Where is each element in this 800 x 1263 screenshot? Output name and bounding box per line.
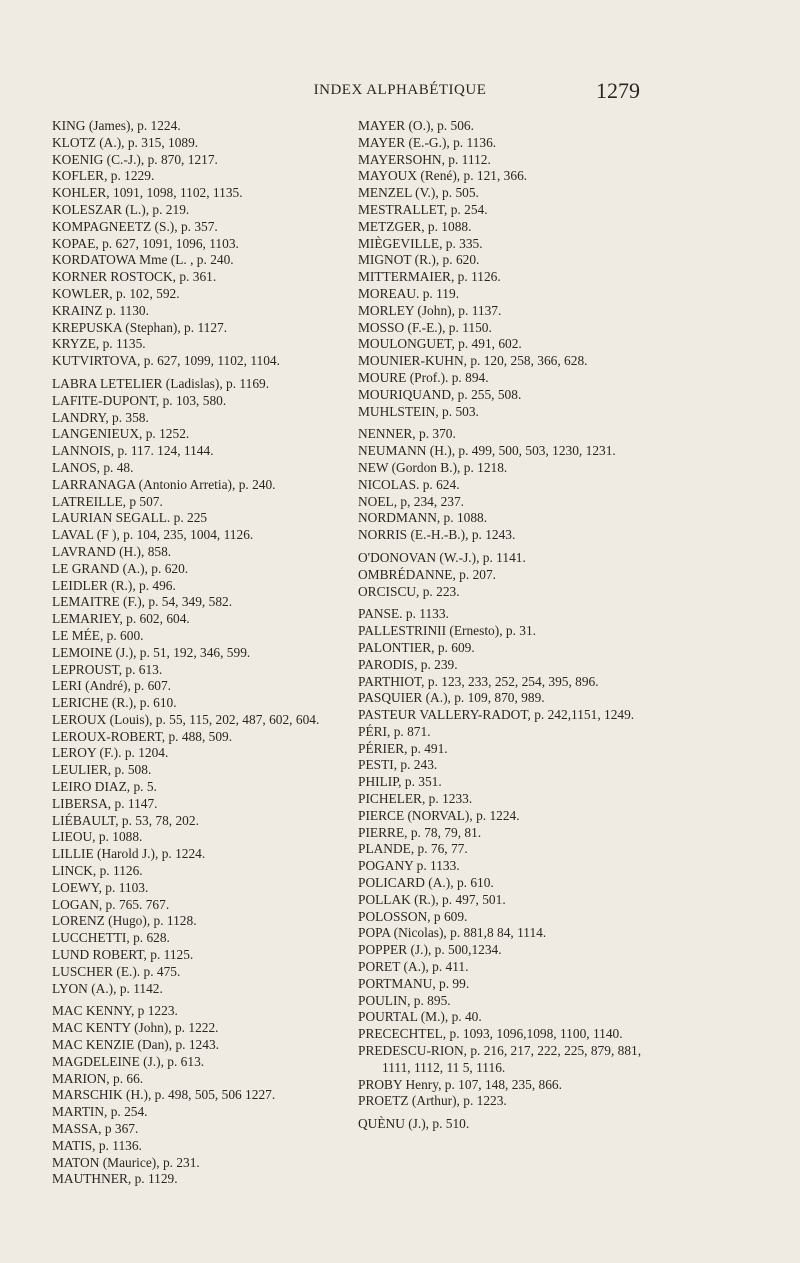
index-entry: MATIS, p. 1136. [52,1137,142,1153]
index-entry: LAVRAND (H.), 858. [52,543,172,559]
index-entry: LUCCHETTI, p. 628. [52,930,170,946]
index-entry: KING (James), p. 1224. [52,118,181,133]
index-entry: NORRIS (E.-H.-B.), p. 1243. [358,527,516,543]
page-number: 1279 [596,78,640,103]
index-entry: MORLEY (John), p. 1137. [358,302,502,318]
index-entry: MAGDELEINE (J.), p. 613. [52,1053,205,1069]
index-entry: PORET (A.), p. 411. [358,959,469,975]
index-entry: ORCISCU, p. 223. [358,583,460,599]
index-entry: PICHELER, p. 1233. [358,791,473,807]
index-entry: NICOLAS. p. 624. [358,476,460,492]
index-entry: KOPAE, p. 627, 1091, 1096, 1103. [52,235,239,251]
index-entry: PASQUIER (A.), p. 109, 870, 989. [358,690,545,706]
index-entry: LORENZ (Hugo), p. 1128. [52,913,197,929]
index-entry: PROETZ (Arthur), p. 1223. [358,1093,507,1109]
index-entry: KOHLER, 1091, 1098, 1102, 1135. [52,185,243,201]
index-column-left [52,118,337,1188]
index-entry: MENZEL (V.), p. 505. [358,185,479,201]
index-entry: MOUNIER-KUHN, p. 120, 258, 366, 628. [358,353,588,369]
index-entry: PIERRE, p. 78, 79, 81. [358,824,482,840]
index-entry: QUÈNU (J.), p. 510. [358,1116,470,1132]
index-entry: MATON (Maurice), p. 231. [52,1154,200,1170]
index-entry: PHILIP, p. 351. [358,774,442,790]
index-entry: PREDESCU-RION, p. 216, 217, 222, 225, 879, 881, 1111, 1112, 11 5, 1116. [358,1043,642,1075]
index-entry: LABRA LETELIER (Ladislas), p. 1169. [52,375,270,391]
index-entry: PANSE. p. 1133. [358,606,449,622]
index-entry: LERI (André), p. 607. [52,678,171,694]
index-entry: LANNOIS, p. 117. 124, 1144. [52,443,214,459]
index-entry: KREPUSKA (Stephan), p. 1127. [52,319,228,335]
index-entry: PALONTIER, p. 609. [358,639,475,655]
index-entry: POPA (Nicolas), p. 881,8 84, 1114. [358,925,547,941]
index-entry: LEMAITRE (F.), p. 54, 349, 582. [52,594,233,610]
index-entry: LEMOINE (J.), p. 51, 192, 346, 599. [52,644,251,660]
index-entry: MAYER (O.), p. 506. [358,118,474,133]
index-entry: O'DONOVAN (W.-J.), p. 1141. [358,549,526,565]
index-entry: LYON (A.), p. 1142. [52,980,163,996]
index-entry: LOGAN, p. 765. 767. [52,896,170,912]
index-entry: MIGNOT (R.), p. 620. [358,252,480,268]
index-entry: KUTVIRTOVA, p. 627, 1099, 1102, 1104. [52,353,280,369]
index-entry: PÉRI, p. 871. [358,723,431,739]
index-entry: MITTERMAIER, p. 1126. [358,269,501,285]
index-entry: PLANDE, p. 76, 77. [358,841,468,857]
index-entry: LARRANAGA (Antonio Arretia), p. 240. [52,476,276,492]
index-entry: NEUMANN (H.), p. 499, 500, 503, 1230, 1231. [358,443,616,459]
index-entry: PORTMANU, p. 99. [358,975,470,991]
index-entry: LANDRY, p. 358. [52,409,149,425]
index-entry: MOURE (Prof.). p. 894. [358,369,489,385]
index-entry: POLOSSON, p 609. [358,908,468,924]
index-entry: PASTEUR VALLERY-RADOT, p. 242,1151, 1249. [358,707,635,723]
index-entry: KOWLER, p. 102, 592. [52,285,180,301]
index-entry: LEMARIEY, p. 602, 604. [52,611,190,627]
index-column-right [358,118,653,1133]
index-entry: LANOS, p. 48. [52,459,134,475]
index-entry: MAUTHNER, p. 1129. [52,1171,178,1187]
index-entry: LIBERSA, p. 1147. [52,795,158,811]
index-entry: LEROY (F.). p. 1204. [52,745,169,761]
index-entry: NEW (Gordon B.), p. 1218. [358,459,508,475]
index-entry: PESTI, p. 243. [358,757,438,773]
index-entry: MARTIN, p. 254. [52,1104,148,1120]
index-entry: LUND ROBERT, p. 1125. [52,947,194,963]
index-entry: LAFITE-DUPONT, p. 103, 580. [52,392,227,408]
index-entry: LEULIER, p. 508. [52,762,152,778]
index-entry: LILLIE (Harold J.), p. 1224. [52,846,206,862]
running-title: INDEX ALPHABÉTIQUE [313,82,487,98]
index-entry: POURTAL (M.), p. 40. [358,1009,482,1025]
index-entry: MAYERSOHN, p. 1112. [358,151,491,167]
index-entry: MAC KENTY (John), p. 1222. [52,1020,219,1036]
index-entry: LEPROUST, p. 613. [52,661,163,677]
index-entry: KORNER ROSTOCK, p. 361. [52,269,217,285]
index-entry: LEIDLER (R.), p. 496. [52,577,176,593]
index-entry: POLLAK (R.), p. 497, 501. [358,891,506,907]
index-entry: KOMPAGNEETZ (S.), p. 357. [52,218,218,234]
index-entry: PÉRIER, p. 491. [358,740,448,756]
index-entry: MUHLSTEIN, p. 503. [358,403,479,419]
index-entry: MOURIQUAND, p. 255, 508. [358,386,522,402]
index-entry: LIÉBAULT, p. 53, 78, 202. [52,812,199,828]
index-entry: PARODIS, p. 239. [358,656,458,672]
page-header [0,78,800,108]
index-entry: LUSCHER (E.). p. 475. [52,963,181,979]
index-entry: KOENIG (C.-J.), p. 870, 1217. [52,151,218,167]
index-entry: LE GRAND (A.), p. 620. [52,560,189,576]
index-entry: LERICHE (R.), p. 610. [52,695,177,711]
index-entry: MAC KENZIE (Dan), p. 1243. [52,1037,219,1053]
index-entry: KRAINZ p. 1130. [52,302,149,318]
index-entry: OMBRÉDANNE, p. 207. [358,566,496,582]
index-entry: LEROUX-ROBERT, p. 488, 509. [52,728,233,744]
index-entry: PIERCE (NORVAL), p. 1224. [358,807,520,823]
index-entry: KRYZE, p. 1135. [52,336,146,352]
index-entry: MASSA, p 367. [52,1121,139,1137]
index-entry: LATREILLE, p 507. [52,493,163,509]
index-entry: KLOTZ (A.), p. 315, 1089. [52,134,199,150]
index-entry: POULIN, p. 895. [358,992,451,1008]
index-entry: LAURIAN SEGALL. p. 225 [52,510,208,526]
index-entry: LIEOU, p. 1088. [52,829,143,845]
index-entry: NENNER, p. 370. [358,426,456,442]
index-entry: KOLESZAR (L.), p. 219. [52,201,190,217]
index-entry: KORDATOWA Mme (L. , p. 240. [52,252,234,268]
index-entry: MAC KENNY, p 1223. [52,1003,178,1019]
index-entry: MARSCHIK (H.), p. 498, 505, 506 1227. [52,1087,276,1103]
index-entry: KOFLER, p. 1229. [52,168,155,184]
index-entry: PALLESTRINII (Ernesto), p. 31. [358,623,537,639]
index-entry: LOEWY, p. 1103. [52,879,149,895]
index-entry: LANGENIEUX, p. 1252. [52,426,190,442]
index-entry: MARION, p. 66. [52,1070,144,1086]
index-entry: POGANY p. 1133. [358,858,460,874]
index-entry: MOULONGUET, p. 491, 602. [358,336,522,352]
index-entry: MIÈGEVILLE, p. 335. [358,235,483,251]
index-entry: POPPER (J.), p. 500,1234. [358,942,502,958]
index-entry: LINCK, p. 1126. [52,863,143,879]
index-entry: MAYER (E.-G.), p. 1136. [358,134,497,150]
index-entry: METZGER, p. 1088. [358,218,472,234]
index-entry: PRECECHTEL, p. 1093, 1096,1098, 1100, 1140. [358,1026,623,1042]
index-entry: MAYOUX (René), p. 121, 366. [358,168,528,184]
index-entry: LEIRO DIAZ, p. 5. [52,779,157,795]
index-entry: PARTHIOT, p. 123, 233, 252, 254, 395, 896. [358,673,599,689]
index-entry: POLICARD (A.), p. 610. [358,875,494,891]
index-entry: LE MÉE, p. 600. [52,627,144,643]
index-entry: MOREAU. p. 119. [358,285,460,301]
index-entry: LEROUX (Louis), p. 55, 115, 202, 487, 602, 604. [52,711,320,727]
index-entry: NOEL, p, 234, 237. [358,493,465,509]
index-entry: NORDMANN, p. 1088. [358,510,488,526]
index-entry: MOSSO (F.-E.), p. 1150. [358,319,492,335]
index-entry: MESTRALLET, p. 254. [358,201,488,217]
index-entry: PROBY Henry, p. 107, 148, 235, 866. [358,1076,562,1092]
index-entry: LAVAL (F ), p. 104, 235, 1004, 1126. [52,527,254,543]
